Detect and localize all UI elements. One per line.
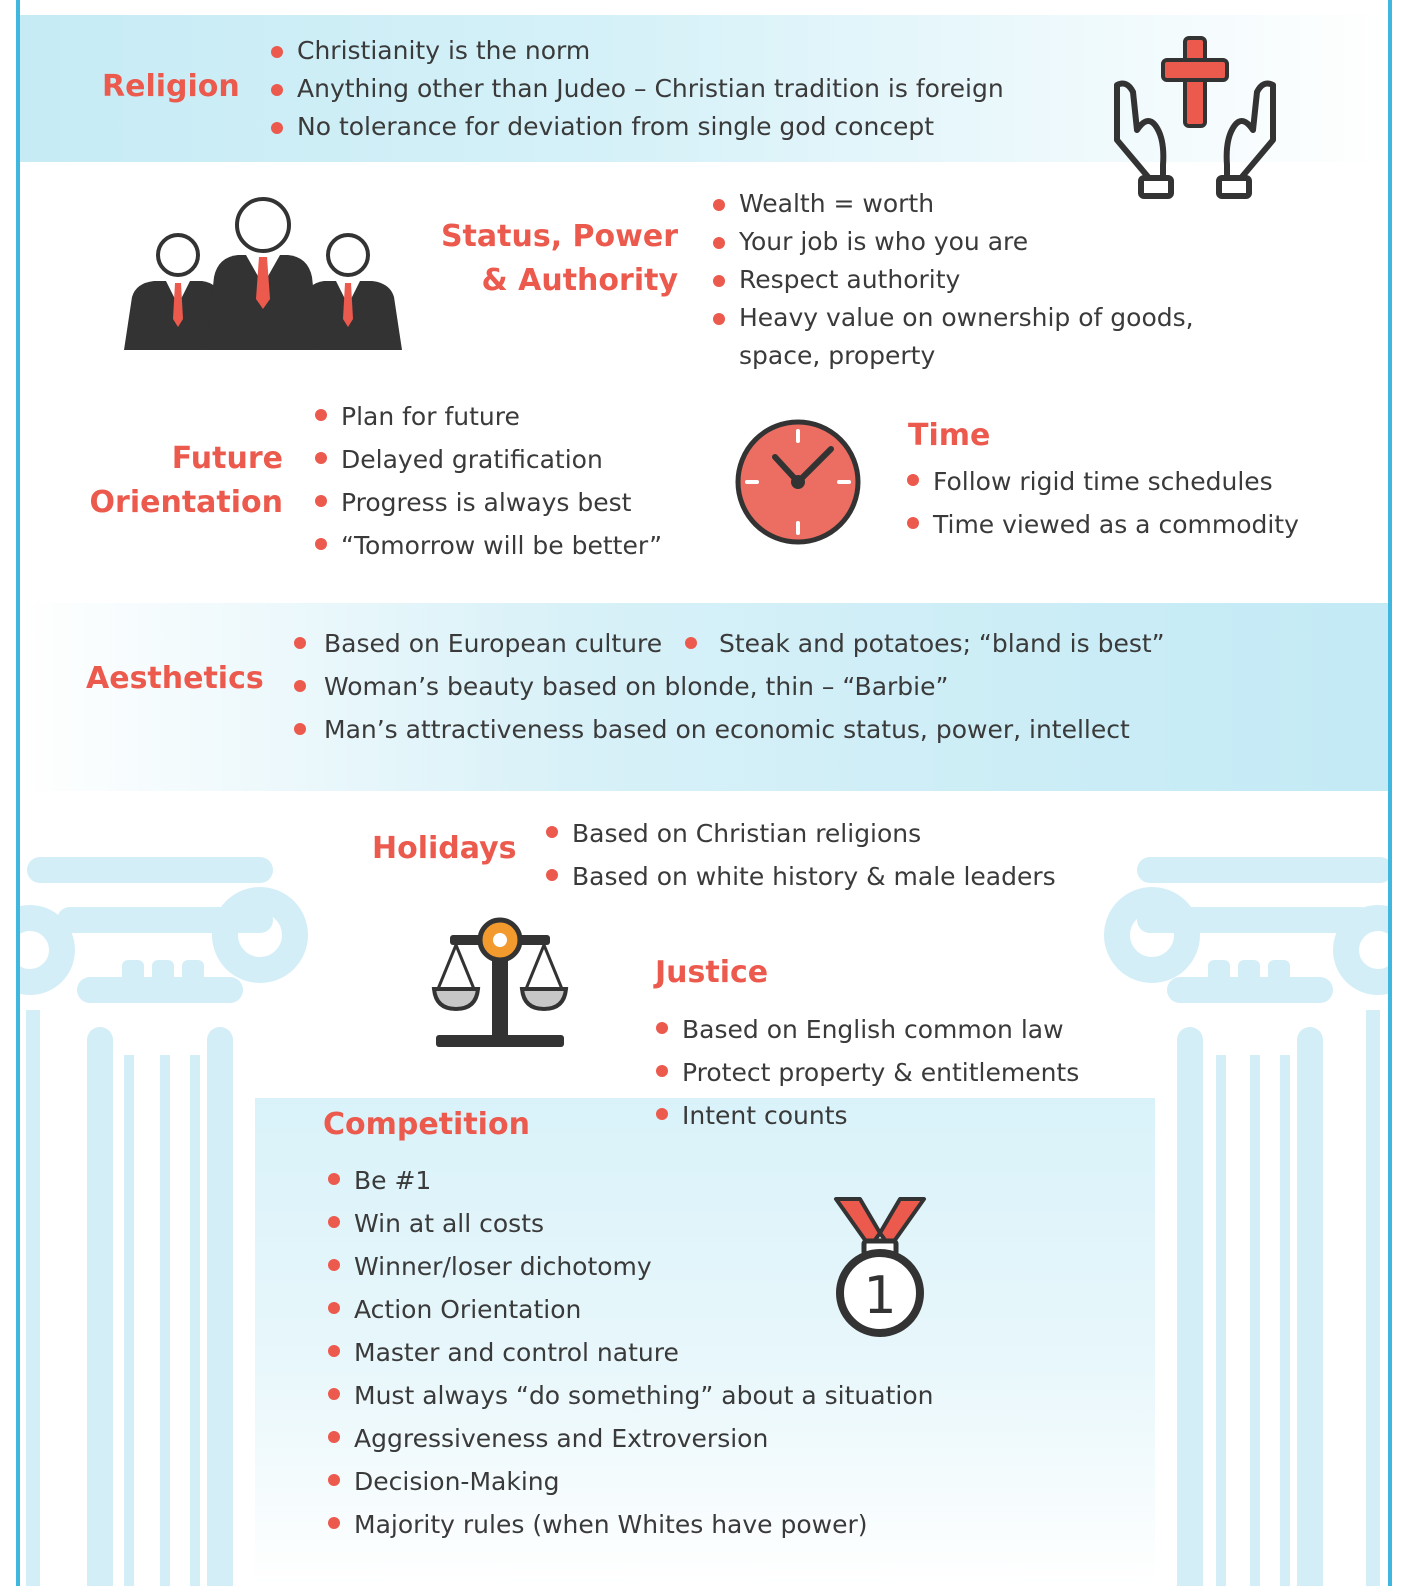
right-border (1388, 0, 1392, 1586)
list-item: Wealth = worth (713, 185, 1194, 223)
status-item-continuation: space, property (739, 341, 936, 370)
competition-heading: Competition (323, 1107, 530, 1142)
status-heading-line2: & Authority (481, 263, 678, 298)
aesthetics-item: Man’s attractiveness based on economic status, power, intellect (294, 708, 1130, 751)
holidays-heading: Holidays (372, 831, 517, 866)
list-item: No tolerance for deviation from single god concept (271, 108, 1004, 146)
medal-number: 1 (863, 1266, 897, 1326)
aesthetics-item: Steak and potatoes; “bland is best” (685, 622, 1165, 665)
holidays-list (546, 812, 1056, 898)
praying-hands-cross-icon (1105, 30, 1285, 205)
scales-icon (430, 915, 570, 1055)
religion-heading: Religion (102, 69, 240, 104)
clock-icon (733, 417, 863, 547)
list-item: Decision-Making (328, 1460, 933, 1503)
list-item: Based on English common law (656, 1008, 1079, 1051)
list-item: Plan for future (315, 395, 662, 438)
future-heading-line1: Future (171, 441, 283, 476)
list-item: Anything other than Judeo – Christian tradition is foreign (271, 70, 1004, 108)
medal-icon (830, 1195, 930, 1340)
list-item: Time viewed as a commodity (907, 503, 1299, 546)
list-item: “Tomorrow will be better” (315, 524, 662, 567)
list-item: Progress is always best (315, 481, 662, 524)
list-item: Winner/loser dichotomy (328, 1245, 933, 1288)
aesthetics-heading: Aesthetics (86, 661, 264, 696)
future-list (315, 395, 662, 567)
list-item: Protect property & entitlements (656, 1051, 1079, 1094)
list-item: Action Orientation (328, 1288, 933, 1331)
list-item: Based on Christian religions (546, 812, 1056, 855)
list-item: Respect authority (713, 261, 1194, 299)
time-list (907, 460, 1299, 546)
list-item: Be #1 (328, 1159, 933, 1202)
list-item: Win at all costs (328, 1202, 933, 1245)
justice-heading: Justice (655, 955, 769, 990)
status-list (713, 185, 1194, 337)
time-heading: Time (908, 418, 991, 453)
aesthetics-item: Based on European culture (294, 622, 662, 665)
businessmen-icon (120, 195, 405, 350)
list-item: Based on white history & male leaders (546, 855, 1056, 898)
list-item: Delayed gratification (315, 438, 662, 481)
list-item: Christianity is the norm (271, 32, 1004, 70)
list-item: Heavy value on ownership of goods, (713, 299, 1194, 337)
list-item: Your job is who you are (713, 223, 1194, 261)
religion-list (271, 32, 1004, 146)
status-heading-line1: Status, Power (440, 219, 678, 254)
aesthetics-item: Woman’s beauty based on blonde, thin – “Barbie” (294, 665, 948, 708)
list-item: Must always “do something” about a situation (328, 1374, 933, 1417)
justice-list (656, 1008, 1079, 1137)
list-item: Majority rules (when Whites have power) (328, 1503, 933, 1546)
list-item: Follow rigid time schedules (907, 460, 1299, 503)
future-heading-line2: Orientation (89, 485, 283, 520)
list-item: Master and control nature (328, 1331, 933, 1374)
list-item: Intent counts (656, 1094, 1079, 1137)
list-item: Aggressiveness and Extroversion (328, 1417, 933, 1460)
